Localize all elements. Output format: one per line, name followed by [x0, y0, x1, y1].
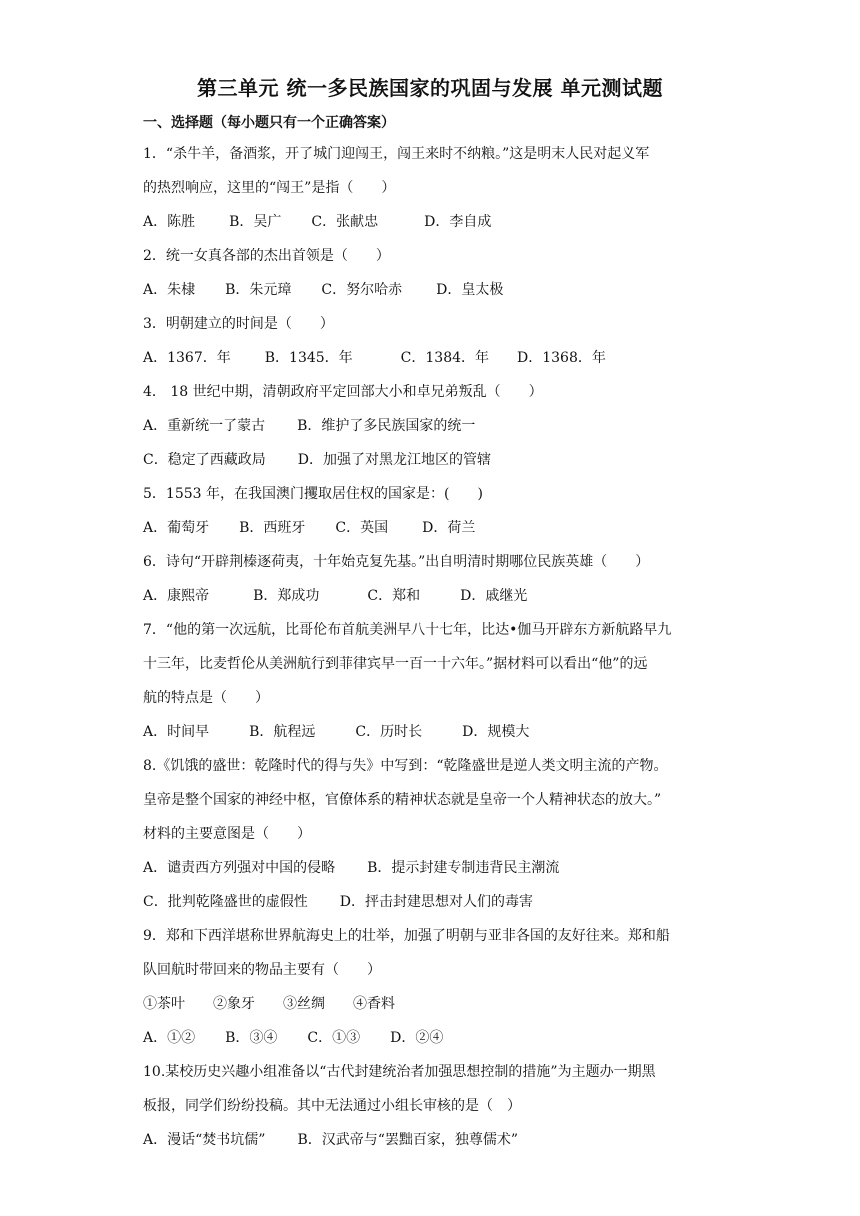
question-stem-line: 4． 18 世纪中期，清朝政府平定回部大小和卓兄弟叛乱（ ）: [143, 384, 543, 400]
question-3: [143, 307, 723, 375]
answer-option[interactable]: D．皇太极: [436, 282, 504, 298]
question-1: [143, 137, 723, 239]
answer-option[interactable]: A．康熙帝: [143, 588, 210, 604]
answer-option[interactable]: B．③④: [225, 1030, 278, 1046]
answer-option[interactable]: D．1368．年: [517, 350, 606, 366]
answer-option[interactable]: A．葡萄牙: [143, 520, 210, 536]
question-10: [143, 1055, 723, 1157]
answer-option[interactable]: C．稳定了西藏政局: [143, 452, 266, 468]
answer-option[interactable]: A．①②: [143, 1030, 196, 1046]
answer-option[interactable]: B．西班牙: [239, 520, 306, 536]
answer-option[interactable]: D．加强了对黑龙江地区的管辖: [297, 452, 491, 468]
answer-option[interactable]: C．批判乾隆盛世的虚假性: [143, 894, 308, 910]
question-stem-line: 队回航时带回来的物品主要有（ ）: [143, 962, 381, 978]
question-6: [143, 545, 723, 613]
answer-option[interactable]: B．汉武帝与“罢黜百家，独尊儒术”: [297, 1132, 519, 1148]
question-7: [143, 613, 723, 749]
answer-option[interactable]: B．1345．年: [264, 350, 353, 366]
option-row: [143, 1123, 723, 1157]
option-row: [143, 1021, 723, 1055]
question-stem-line: 9．郑和下西洋堪称世界航海史上的壮举，加强了明朝与亚非各国的友好往来。郑和船: [143, 928, 670, 944]
answer-option[interactable]: A．漫话“焚书坑儒”: [143, 1132, 266, 1148]
answer-option[interactable]: C．1384．年: [400, 350, 490, 366]
answer-option[interactable]: B．郑成功: [253, 588, 320, 604]
question-stem-line: 3．明朝建立的时间是（ ）: [143, 316, 334, 332]
option-row: [143, 715, 723, 749]
answer-option[interactable]: A．时间早: [143, 724, 210, 740]
answer-option[interactable]: D．荷兰: [422, 520, 476, 536]
answer-option[interactable]: A．朱棣: [143, 282, 196, 298]
answer-option[interactable]: A．陈胜: [143, 214, 196, 230]
answer-option[interactable]: D．戚继光: [460, 588, 528, 604]
question-stem-line: 皇帝是整个国家的神经中枢，官僚体系的精神状态就是皇帝一个人精神状态的放大。”: [143, 792, 662, 808]
question-2: [143, 239, 723, 307]
question-stem-line: 1．“杀牛羊，备酒浆，开了城门迎闯王，闯王来时不纳粮。”这是明末人民对起义军: [143, 146, 650, 162]
question-9: [143, 919, 723, 1055]
option-row: [143, 511, 723, 545]
section-heading: 一、选择题（每小题只有一个正确答案）: [143, 115, 395, 131]
question-5: [143, 477, 723, 545]
answer-option[interactable]: B．朱元璋: [225, 282, 292, 298]
question-stem-line: 板报，同学们纷纷投稿。其中无法通过小组长审核的是（ ）: [143, 1098, 521, 1114]
answer-option[interactable]: B．提示封建专制违背民主潮流: [367, 860, 560, 876]
answer-option[interactable]: D．②④: [390, 1030, 444, 1046]
answer-option[interactable]: D．李自成: [424, 214, 492, 230]
page-title: 第三单元 统一多民族国家的巩固与发展 单元测试题: [197, 76, 663, 100]
option-row: [143, 205, 723, 239]
question-stem-line: 6．诗句“开辟荆榛逐荷夷，十年始克复先基。”出自明清时期哪位民族英雄（ ）: [143, 554, 650, 570]
option-row: [143, 885, 723, 919]
option-row: [143, 443, 723, 477]
answer-option[interactable]: C．努尔哈赤: [321, 282, 403, 298]
answer-option[interactable]: D．抨击封建思想对人们的毒害: [339, 894, 533, 910]
answer-option[interactable]: B．维护了多民族国家的统一: [297, 418, 476, 434]
question-stem-line: 十三年，比麦哲伦从美洲航行到菲律宾早一百一十六年。”据材料可以看出“他”的远: [143, 656, 648, 672]
option-row: [143, 341, 723, 375]
question-stem-line: 航的特点是（ ）: [143, 690, 269, 706]
question-stem-line: 2．统一女真各部的杰出首领是（ ）: [143, 248, 390, 264]
answer-option[interactable]: A．1367．年: [143, 350, 231, 366]
question-4: [143, 375, 723, 477]
option-row: [143, 409, 723, 443]
answer-option[interactable]: D．规模大: [462, 724, 530, 740]
option-row: [143, 273, 723, 307]
question-stem-line: 材料的主要意图是（ ）: [143, 826, 311, 842]
question-stem-line: 5．1553 年，在我国澳门攫取居住权的国家是：( ): [143, 486, 483, 502]
option-row: [143, 851, 723, 885]
question-list: [143, 137, 723, 1157]
question-stem-line: 8.《饥饿的盛世：乾隆时代的得与失》中写到：“乾隆盛世是逆人类文明主流的产物。: [143, 758, 668, 774]
question-8: [143, 749, 723, 919]
question-stem-line: 7．“他的第一次远航，比哥伦布首航美洲早八十七年，比达•伽马开辟东方新航路早九: [143, 622, 672, 638]
answer-option[interactable]: C．历时长: [355, 724, 423, 740]
answer-option[interactable]: A．重新统一了蒙古: [143, 418, 266, 434]
answer-option[interactable]: C．①③: [307, 1030, 361, 1046]
answer-option[interactable]: B．吴广: [229, 214, 282, 230]
answer-option[interactable]: C．郑和: [367, 588, 421, 604]
question-stem-line: 10.某校历史兴趣小组准备以“古代封建统治者加强思想控制的措施”为主题办一期黑: [143, 1064, 656, 1080]
answer-option[interactable]: A．谴责西方列强对中国的侵略: [143, 860, 336, 876]
answer-option[interactable]: C．英国: [335, 520, 389, 536]
answer-option[interactable]: C．张献忠: [311, 214, 379, 230]
answer-option[interactable]: B．航程远: [249, 724, 316, 740]
question-stem-line: ①茶叶 ②象牙 ③丝绸 ④香料: [143, 996, 395, 1012]
option-row: [143, 579, 723, 613]
question-stem-line: 的热烈响应，这里的“闯王”是指（ ）: [143, 180, 396, 196]
